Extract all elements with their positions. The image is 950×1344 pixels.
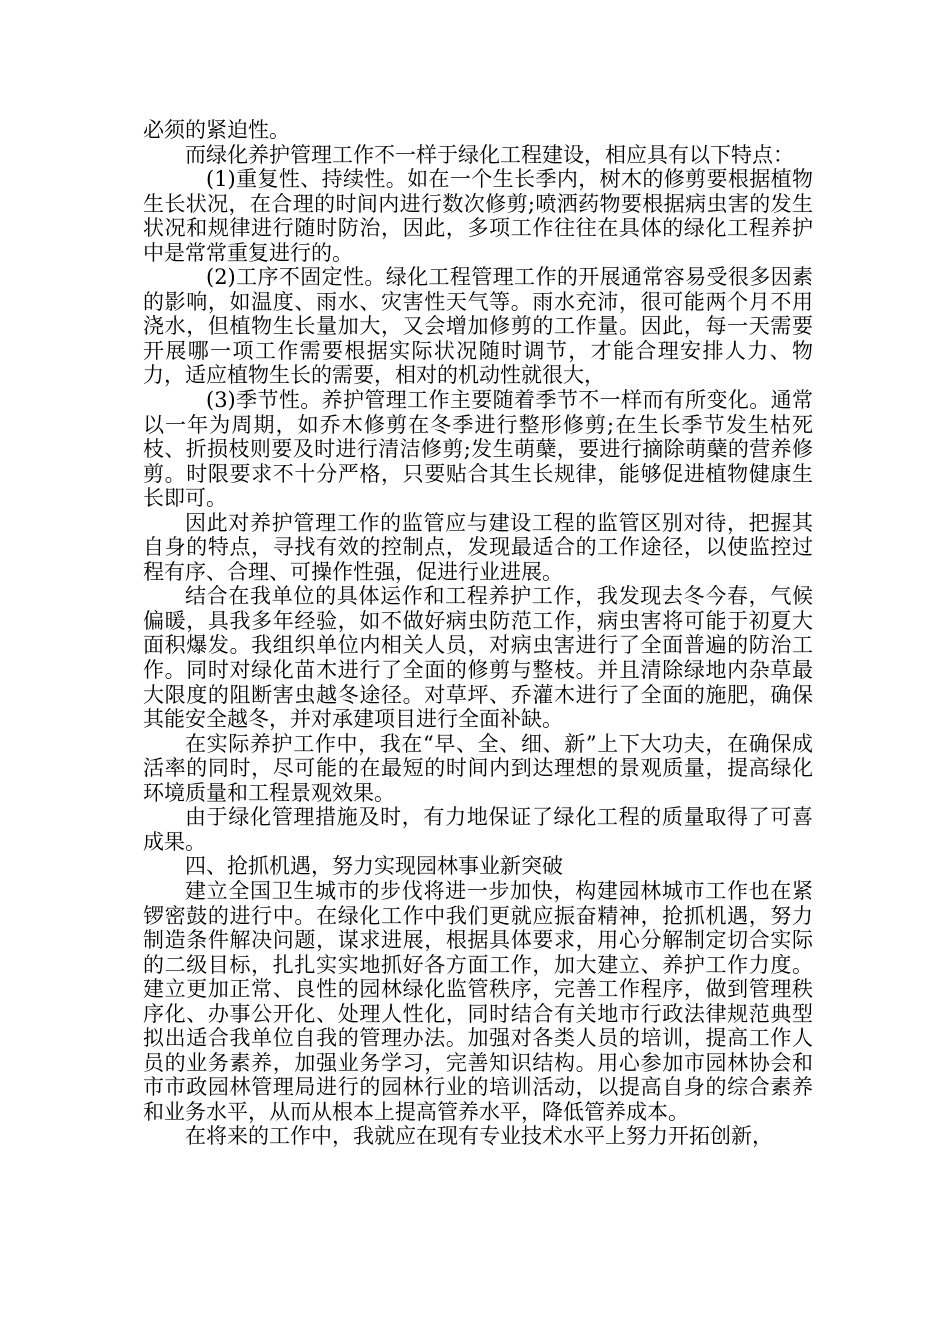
paragraph-supervision: 因此对养护管理工作的监管应与建设工程的监管区别对待，把握其自身的特点，寻找有效的控制点，发现最适合的工作途径，以使监控过程有序、合理、可操作性强，促进行业进展。 [143,510,813,584]
paragraph-maintenance-features: 而绿化养护管理工作不一样于绿化工程建设，相应具有以下特点： [185,142,794,167]
paragraph-item-3-seasonal: (3)季节性。养护管理工作主要随着季节不一样而有所变化。通常以一年为周期，如乔木修剪在冬季进行整形修剪;在生长季节发生枯死枝、折损枝则要及时进行清洁修剪;发生萌蘖，要进行摘除萌蘖的营养修剪。时限要求不十分严格，只要贴合其生长规律，能够促进植物健康生长即可。 [143,388,813,511]
paragraph-opportunities: 建立全国卫生城市的步伐将进一步加快，构建园林城市工作也在紧锣密鼓的进行中。在绿化工作中我们更就应振奋精神，抢抓机遇，努力制造条件解决问题，谋求进展，根据具体要求，用心分解制定切合实际的二级目标，扎扎实实地抓好各方面工作，加大建立、养护工作力度。建立更加正常、良性的园林绿化监管秩序，完善工作程序，做到管理秩序化、办事公开化、处理人性化，同时结合有关地市行政法律规范典型拟出适合我单位自我的管理办法。加强对各类人员的培训，提高工作人员的业务素养，加强业务学习，完善知识结构。用心参加市园林协会和市市政园林管理局进行的园林行业的培训活动，以提高自身的综合素养和业务水平，从而从根本上提高管养水平，降低管养成本。 [143,878,813,1124]
paragraph-practical-maintenance: 在实际养护工作中，我在“早、全、细、新”上下大功夫，在确保成活率的同时，尽可能的在最短的时间内到达理想的景观质量，提高绿化环境质量和工程景观效果。 [143,731,813,805]
paragraph-continuation: 必须的紧迫性。 [143,118,290,142]
paragraph-future-work: 在将来的工作中，我就应在现有专业技术水平上努力开拓创新， [185,1124,773,1149]
paragraph-results: 由于绿化管理措施及时，有力地保证了绿化工程的质量取得了可喜成果。 [143,805,813,854]
section-heading-four: 四、抢抓机遇，努力实现园林事业新突破 [185,854,563,879]
paragraph-pest-control: 结合在我单位的具体运作和工程养护工作，我发现去冬今春，气候偏暖，具我多年经验，如不做好病虫防范工作，病虫害将可能于初夏大面积爆发。我组织单位内相关人员，对病虫害进行了全面普遍的防治工作。同时对绿化苗木进行了全面的修剪与整枝。并且清除绿地内杂草最大限度的阻断害虫越冬途径。对草坪、乔灌木进行了全面的施肥，确保其能安全越冬，并对承建项目进行全面补缺。 [143,584,813,732]
document-page [143,118,813,1149]
paragraph-item-2-unfixed-process: (2)工序不固定性。绿化工程管理工作的开展通常容易受很多因素的影响，如温度、雨水、灾害性天气等。雨水充沛，很可能两个月不用浇水，但植物生长量加大，又会增加修剪的工作量。因此，每一天需要开展哪一项工作需要根据实际状况随时调节，才能合理安排人力、物力，适应植物生长的需要，相对的机动性就很大， [143,265,813,388]
paragraph-item-1-repetitive: (1)重复性、持续性。如在一个生长季内，树木的修剪要根据植物生长状况，在合理的时间内进行数次修剪;喷洒药物要根据病虫害的发生状况和规律进行随时防治，因此，多项工作往往在具体的绿化工程养护中是常常重复进行的。 [143,167,813,265]
